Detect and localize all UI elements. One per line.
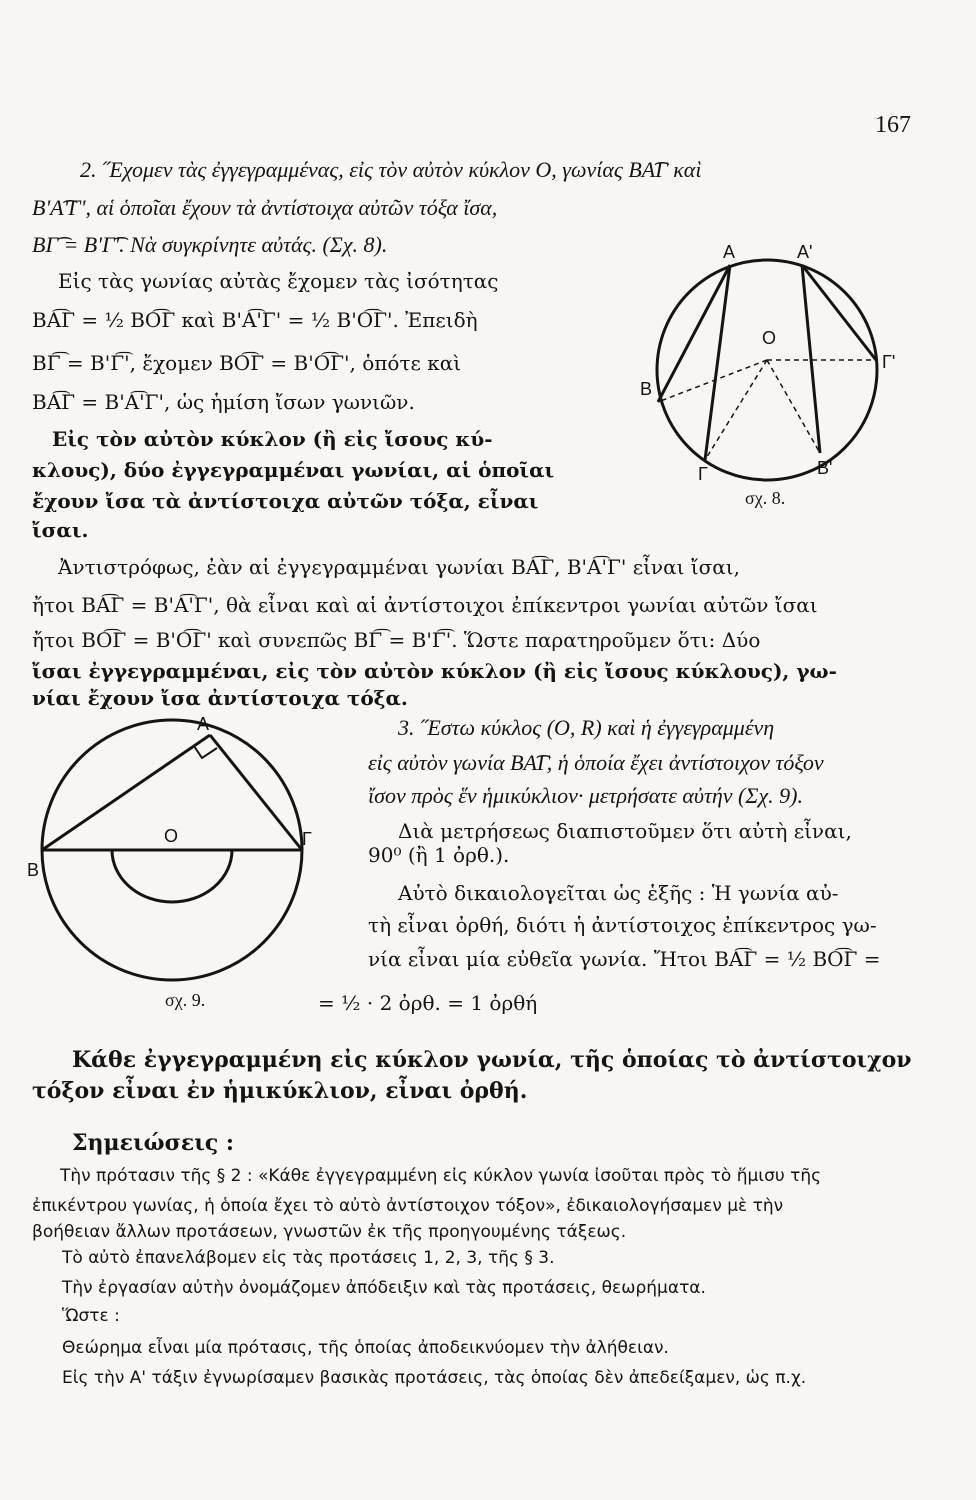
text-line: 2. ˝Εχομεν τὰς ἐγγεγραμμένας, εἰς τὸν αὐτὸν κύκλον Ο, γωνίας ΒΑ͡Γ καὶ: [80, 157, 702, 182]
label-A: Α: [197, 714, 210, 734]
text-line: Β'Α͡'Γ', αἱ ὁποῖαι ἔχουν τὰ ἀντίστοιχα αὐτῶν τόξα ἴσα,: [32, 195, 498, 220]
label-A: Α: [723, 242, 736, 262]
label-B: Β: [27, 860, 40, 880]
figure-8: [630, 240, 910, 500]
label-B: Β: [640, 379, 653, 399]
text-line: ΒΓ͡ = Β'Γ͡', ἔχομεν ΒΟ͡Γ = Β'Ο͡Γ', ὁπότε καὶ: [32, 351, 462, 375]
theorem-text: νίαι ἔχουν ἴσα ἀντίστοιχα τόξα.: [32, 686, 408, 710]
text-line: ἤτοι ΒΑ͡Γ = Β'Α͡'Γ', θὰ εἶναι καὶ αἱ ἀντίστοιχοι ἐπίκεντροι γωνίαι αὐτῶν ἴσαι: [32, 593, 818, 617]
page-number: 167: [875, 112, 911, 138]
chord-AB: [658, 265, 730, 402]
text-line: ΒΓ͡ = Β'Γ͡'. Νὰ συγκρίνητε αὐτάς. (Σχ. 8).: [32, 232, 388, 257]
text-line: 3. ˝Εστω κύκλος (Ο, R) καὶ ἡ ἐγγεγραμμένη: [398, 715, 775, 740]
chord-A2G2: [802, 265, 876, 360]
theorem-heading: τόξον εἶναι ἐν ἡμικύκλιον, εἶναι ὀρθή.: [32, 1078, 528, 1104]
straight-angle-arc: [112, 850, 232, 902]
right-angle-mark: [194, 746, 217, 758]
text-line: εἰς αὐτὸν γωνία ΒΑ͡Γ, ἡ ὁποία ἔχει ἀντίστοιχον τόξον: [368, 750, 824, 775]
note-line: βοήθειαν ἄλλων προτάσεων, γνωστῶν ἐκ τῆς προηγουμένης τάξεως.: [32, 1222, 627, 1242]
text-line: Ἀντιστρόφως, ἐὰν αἱ ἐγγεγραμμέναι γωνίαι ΒΑ͡Γ, Β'Α͡'Γ' εἶναι ἴσαι,: [58, 555, 740, 579]
text-line: τὴ εἶναι ὀρθή, διότι ἡ ἀντίστοιχος ἐπίκεντρος γω-: [368, 913, 877, 937]
radius-OG: [705, 360, 767, 460]
text-line: ἴσον πρὸς ἕν ἡμικύκλιον· μετρήσατε αὐτήν (Σχ. 9).: [368, 783, 803, 808]
theorem-heading: Κάθε ἐγγεγραμμένη εἰς κύκλον γωνία, τῆς ὁποίας τὸ ἀντίστοιχον: [72, 1047, 912, 1073]
text-line: = ½ · 2 ὀρθ. = 1 ὀρθή: [318, 991, 538, 1015]
text-line: ΒΑ͡Γ = Β'Α͡'Γ', ὡς ἡμίση ἴσων γωνιῶν.: [32, 390, 415, 414]
label-G2: Γ': [882, 352, 896, 372]
label-G: Γ: [302, 829, 312, 849]
chord-AB: [42, 735, 210, 850]
text-line: Αὐτὸ δικαιολογεῖται ὡς ἑξῆς : Ἡ γωνία αὐ-: [398, 881, 839, 905]
theorem-text: ἴσαι.: [32, 518, 89, 542]
text-line: νία εἶναι μία εὐθεῖα γωνία. Ἤτοι ΒΑ͡Γ = ½ ΒΟ͡Γ =: [368, 947, 881, 971]
text-line: ΒΑ͡Γ = ½ ΒΟ͡Γ καὶ Β'Α͡'Γ' = ½ Β'Ο͡Γ'. Ἐπειδὴ: [32, 308, 478, 332]
text-line: ἤτοι ΒΟ͡Γ = Β'Ο͡Γ' καὶ συνεπῶς ΒΓ͡ = Β'Γ͡'. Ὥστε παρατηροῦμεν ὅτι: Δύο: [32, 628, 761, 652]
theorem-text: κλους), δύο ἐγγεγραμμέναι γωνίαι, αἱ ὁποῖαι: [32, 458, 555, 482]
text-line: 90⁰ (ἢ 1 ὀρθ.).: [368, 843, 510, 867]
note-line: Εἰς τὴν Α' τάξιν ἐγνωρίσαμεν βασικὰς προτάσεις, τὰς ὁποίας δὲν ἀπεδείξαμεν, ὡς π.χ.: [62, 1368, 807, 1388]
note-line: Τὴν πρότασιν τῆς § 2 : «Κάθε ἐγγεγραμμένη εἰς κύκλον γωνία ἰσοῦται πρὸς τὸ ἥμισυ τῆς: [60, 1166, 822, 1186]
figure-9-caption: σχ. 9.: [165, 990, 206, 1010]
label-A2: Α': [797, 242, 813, 262]
chord-AG: [705, 265, 730, 460]
theorem-text: Εἰς τὸν αὐτὸν κύκλον (ἢ εἰς ἴσους κύ-: [52, 427, 493, 451]
label-O: Ο: [762, 328, 777, 348]
label-O: Ο: [164, 826, 179, 846]
note-line: Τὸ αὐτὸ ἐπανελάβομεν εἰς τὰς προτάσεις 1, 2, 3, τῆς § 3.: [62, 1248, 555, 1268]
notes-heading: Σημειώσεις :: [72, 1130, 235, 1156]
figure-8-caption: σχ. 8.: [745, 488, 786, 508]
label-B2: Β': [817, 458, 833, 478]
label-G: Γ: [698, 464, 708, 484]
note-line: Θεώρημα εἶναι μία πρότασις, τῆς ὁποίας ἀποδεικνύομεν τὴν ἀλήθειαν.: [62, 1338, 669, 1358]
note-line: Τὴν ἐργασίαν αὐτὴν ὀνομάζομεν ἀπόδειξιν καὶ τὰς προτάσεις, θεωρήματα.: [62, 1278, 706, 1298]
note-line: ἐπικέντρου γωνίας, ἡ ὁποία ἔχει τὸ αὐτὸ ἀντίστοιχον τόξον», ἐδικαιολογήσαμεν μὲ τὴν: [32, 1196, 784, 1216]
circle: [657, 260, 877, 480]
figure-9: [25, 710, 365, 980]
note-line: Ὥστε :: [62, 1306, 120, 1326]
text-line: Διὰ μετρήσεως διαπιστοῦμεν ὅτι αὐτὴ εἶναι,: [398, 819, 852, 843]
text-line: Εἰς τὰς γωνίας αὐτὰς ἔχομεν τὰς ἰσότητας: [58, 269, 499, 293]
theorem-text: ἔχουν ἴσα τὰ ἀντίστοιχα αὐτῶν τόξα, εἶναι: [32, 489, 539, 513]
theorem-text: ἴσαι ἐγγεγραμμέναι, εἰς τὸν αὐτὸν κύκλον (ἢ εἰς ἴσους κύκλους), γω-: [32, 659, 837, 683]
